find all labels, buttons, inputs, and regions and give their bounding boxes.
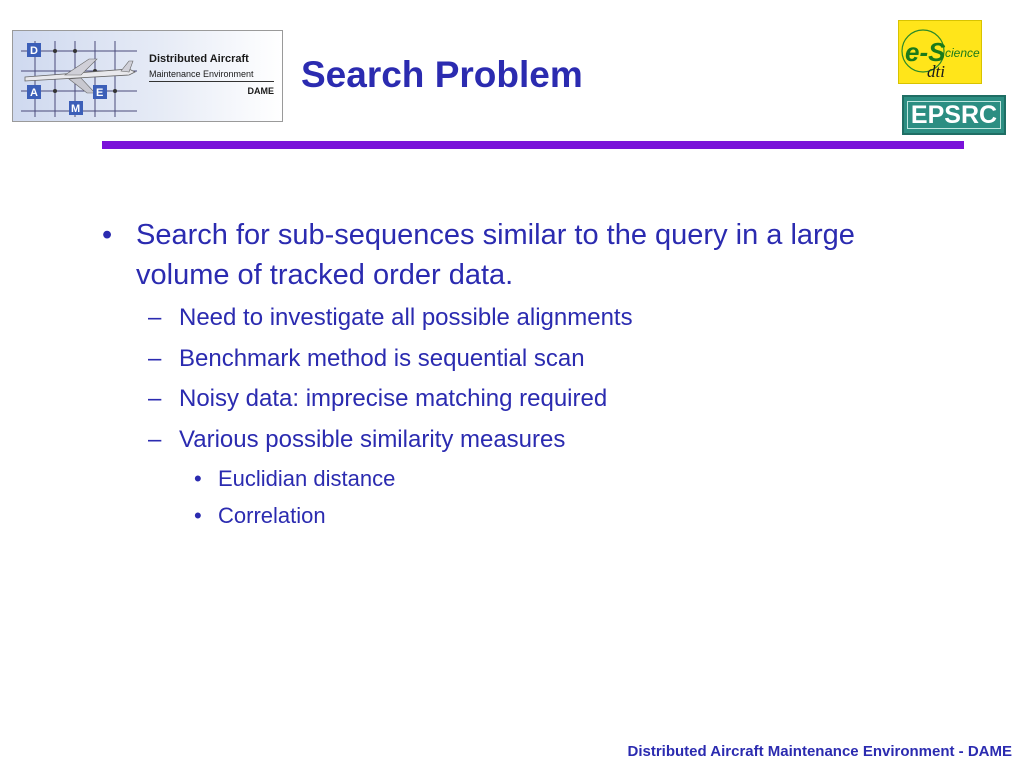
logo-line2: Maintenance Environment xyxy=(149,69,274,82)
escience-dti-logo xyxy=(898,20,982,84)
logo-line3: DAME xyxy=(247,86,274,96)
sub-sub-bullet-text: Euclidian distance xyxy=(218,466,396,491)
bullet-mark: • xyxy=(194,503,202,528)
logo-letter-d: D xyxy=(30,45,38,57)
dash-mark: – xyxy=(148,345,162,372)
logo-line1: Distributed Aircraft xyxy=(149,53,249,65)
sub-sub-bullet-1 xyxy=(194,465,395,493)
bullet-mark: • xyxy=(102,219,113,251)
sub-sub-bullet-text: Correlation xyxy=(218,503,326,528)
logo-letter-e: E xyxy=(96,87,104,99)
escience-text: cience xyxy=(945,46,980,60)
dame-logo xyxy=(12,30,283,122)
bullet-level1 xyxy=(102,215,922,295)
sub-bullet-2 xyxy=(148,344,585,374)
title-divider xyxy=(102,141,964,149)
dti-text: dti xyxy=(927,62,945,81)
sub-sub-bullet-2 xyxy=(194,502,326,530)
dame-grid-graphic xyxy=(17,37,145,117)
sub-bullet-4 xyxy=(148,425,565,455)
sub-bullet-text: Noisy data: imprecise matching required xyxy=(179,385,608,412)
bullet-text: Search for sub-sequences similar to the query in a large volume of tracked order data. xyxy=(136,219,855,291)
slide-title: Search Problem xyxy=(301,54,583,95)
sub-bullet-text: Benchmark method is sequential scan xyxy=(179,345,585,372)
airplane-icon xyxy=(25,59,135,93)
bullet-mark: • xyxy=(194,466,202,491)
logo-letter-a: A xyxy=(30,87,38,99)
dame-logo-text xyxy=(149,53,274,96)
sub-bullet-text: Need to investigate all possible alignments xyxy=(179,304,633,331)
sub-bullet-1 xyxy=(148,303,633,333)
logo-letter-m: M xyxy=(71,103,81,115)
epsrc-logo xyxy=(902,95,1006,135)
sub-bullet-3 xyxy=(148,384,607,414)
slide-footer: Distributed Aircraft Maintenance Environment - DAME xyxy=(627,743,1012,760)
escience-logo-graphic xyxy=(899,21,982,84)
dash-mark: – xyxy=(148,304,162,331)
epsrc-text: EPSRC xyxy=(907,101,1001,129)
dash-mark: – xyxy=(148,426,162,453)
sub-bullet-text: Various possible similarity measures xyxy=(179,426,566,453)
dash-mark: – xyxy=(148,385,162,412)
escience-e: e-S xyxy=(905,37,946,67)
